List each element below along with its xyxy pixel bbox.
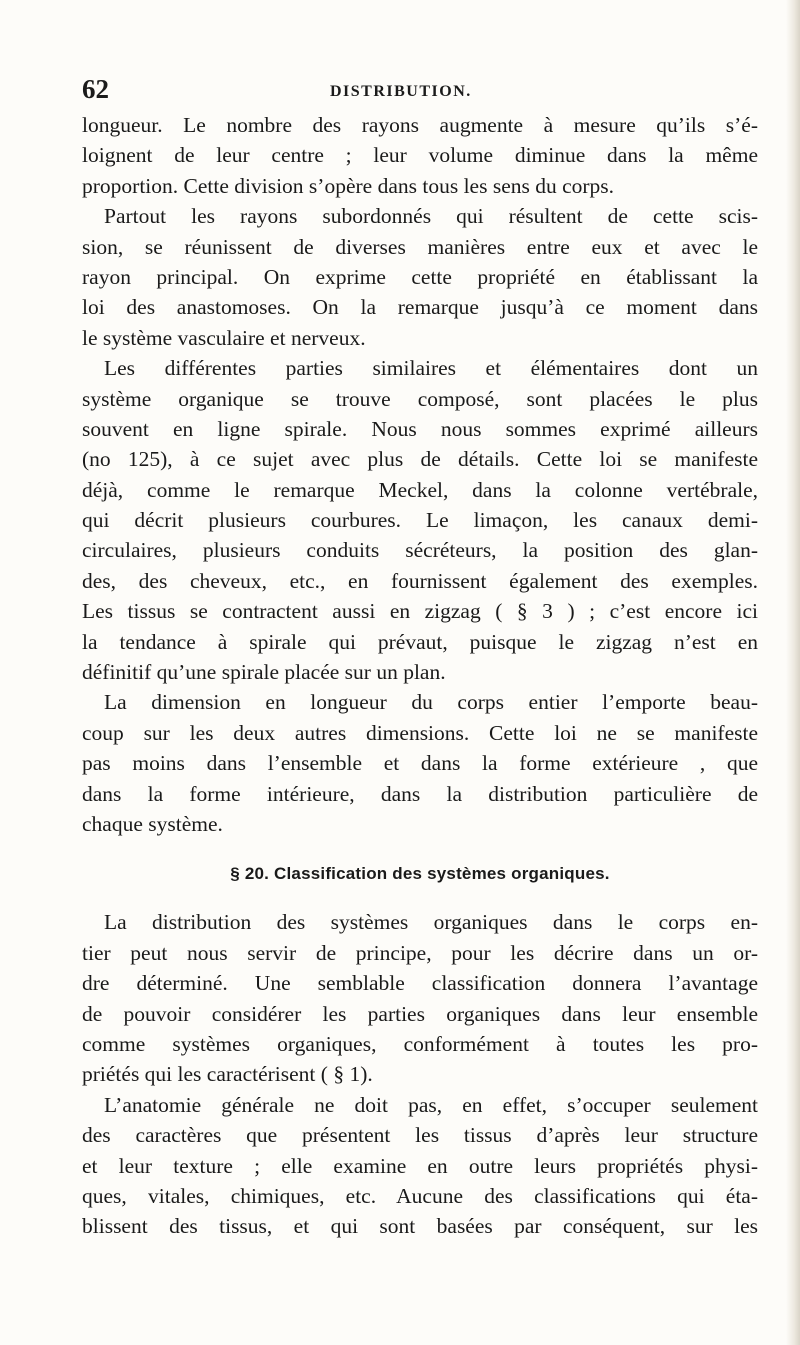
- text-line: loi des anastomoses. On la remarque jusqu’à ce moment dans: [82, 295, 758, 320]
- text-line: Partout les rayons subordonnés qui résultent de cette scis-: [104, 204, 758, 229]
- text-line: système organique se trouve composé, sont placées le plus: [82, 386, 758, 411]
- text-line: et leur texture ; elle examine en outre leurs propriétés physi-: [82, 1153, 758, 1178]
- text-line: circulaires, plusieurs conduits sécréteurs, la position des glan-: [82, 538, 758, 563]
- text-line: Les différentes parties similaires et élémentaires dont un: [104, 356, 758, 381]
- text-line: définitif qu’une spirale placée sur un plan.: [82, 660, 446, 685]
- text-line: blissent des tissus, et qui sont basées par conséquent, sur les: [82, 1214, 758, 1239]
- page-number: 62: [82, 74, 109, 104]
- text-line: sion, se réunissent de diverses manières entre eux et avec le: [82, 234, 758, 259]
- page-header: [82, 74, 762, 108]
- text-line: La dimension en longueur du corps entier l’emporte beau-: [104, 690, 758, 715]
- text-line: pas moins dans l’ensemble et dans la forme extérieure , que: [82, 751, 758, 776]
- text-line: des caractères que présentent les tissus d’après leur structure: [82, 1123, 758, 1148]
- text-line: dans la forme intérieure, dans la distribution particulière de: [82, 781, 758, 806]
- text-line: le système vasculaire et nerveux.: [82, 325, 366, 350]
- section-heading: § 20. Classification des systèmes organiques.: [230, 864, 610, 884]
- running-head: DISTRIBUTION.: [330, 83, 472, 100]
- text-line: chaque système.: [82, 811, 223, 836]
- text-line: de pouvoir considérer les parties organiques dans leur ensemble: [82, 1001, 758, 1026]
- text-line: souvent en ligne spirale. Nous nous sommes exprimé ailleurs: [82, 416, 758, 441]
- text-line: La distribution des systèmes organiques dans le corps en-: [104, 910, 758, 935]
- text-line: priétés qui les caractérisent ( § 1).: [82, 1062, 373, 1087]
- text-line: ques, vitales, chimiques, etc. Aucune des classifications qui éta-: [82, 1183, 758, 1208]
- paragraph: [82, 1090, 758, 1242]
- text-line: L’anatomie générale ne doit pas, en effet, s’occuper seulement: [104, 1092, 758, 1117]
- text-line: dre déterminé. Une semblable classification donnera l’avantage: [82, 971, 758, 996]
- text-line: tier peut nous servir de principe, pour les décrire dans un or-: [82, 940, 758, 965]
- text-line: loignent de leur centre ; leur volume diminue dans la même: [82, 143, 758, 168]
- body-text: [82, 110, 758, 1242]
- paragraph: [82, 201, 758, 353]
- paragraph: [82, 110, 758, 201]
- text-line: coup sur les deux autres dimensions. Cette loi ne se manifeste: [82, 720, 758, 745]
- text-line: rayon principal. On exprime cette propriété en établissant la: [82, 264, 758, 289]
- text-line: Les tissus se contractent aussi en zigzag ( § 3 ) ; c’est encore ici: [82, 599, 758, 624]
- text-line: déjà, comme le remarque Meckel, dans la colonne vertébrale,: [82, 477, 758, 502]
- paragraph: [82, 687, 758, 839]
- paragraph: [82, 353, 758, 687]
- text-line: la tendance à spirale qui prévaut, puisque le zigzag n’est en: [82, 629, 758, 654]
- text-line: longueur. Le nombre des rayons augmente à mesure qu’ils s’é-: [82, 113, 758, 137]
- text-line: comme systèmes organiques, conformément à toutes les pro-: [82, 1031, 758, 1056]
- text-line: des, des cheveux, etc., en fournissent également des exemples.: [82, 568, 758, 593]
- text-line: (no 125), à ce sujet avec plus de détails. Cette loi se manifeste: [82, 447, 758, 472]
- text-line: proportion. Cette division s’opère dans tous les sens du corps.: [82, 173, 615, 198]
- text-line: qui décrit plusieurs courbures. Le limaçon, les canaux demi-: [82, 508, 758, 533]
- page-edge-shadow: [786, 0, 800, 1345]
- paragraph: [82, 907, 758, 1089]
